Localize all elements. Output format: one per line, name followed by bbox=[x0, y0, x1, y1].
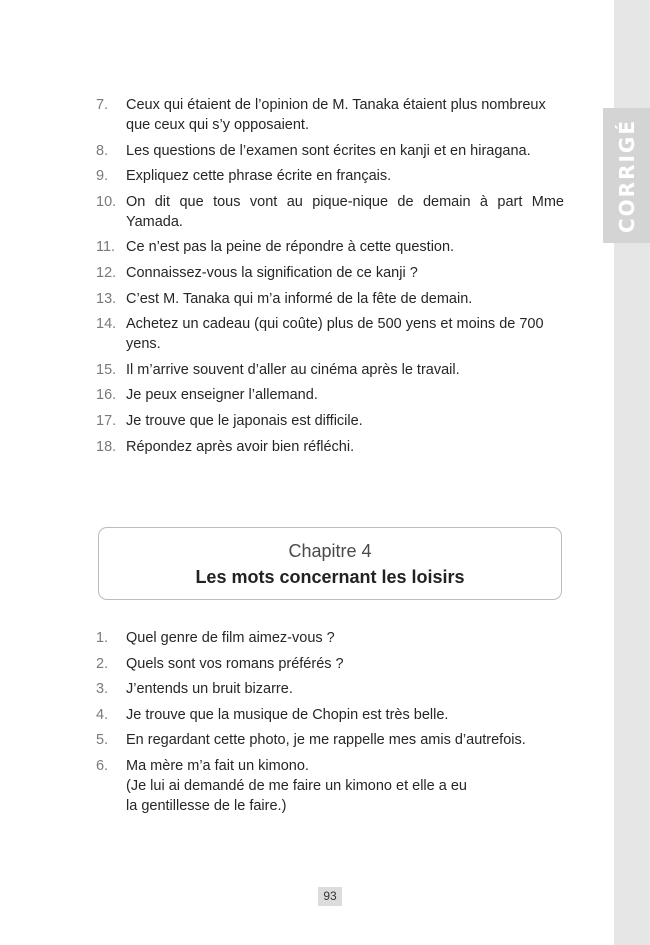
list-item bbox=[96, 360, 564, 380]
list-item bbox=[96, 730, 564, 750]
item-text: Ce n’est pas la peine de répondre à cette question. bbox=[126, 239, 455, 256]
item-text: Connaissez-vous la signification de ce kanji ? bbox=[126, 264, 418, 281]
item-text: J’entends un bruit bizarre. bbox=[126, 681, 293, 698]
item-text: Répondez après avoir bien réfléchi. bbox=[126, 438, 355, 455]
item-number: 11. bbox=[96, 239, 116, 256]
list-item bbox=[96, 95, 564, 135]
list-item bbox=[96, 679, 564, 699]
list-item bbox=[96, 654, 564, 674]
list-item bbox=[96, 385, 564, 405]
item-number: 17. bbox=[96, 412, 117, 429]
item-text: Quel genre de film aimez-vous ? bbox=[126, 630, 335, 646]
item-number: 3. bbox=[96, 681, 109, 698]
item-number: 4. bbox=[96, 706, 109, 723]
item-text: Je trouve que le japonais est difficile. bbox=[126, 412, 363, 429]
item-text: C’est M. Tanaka qui m’a informé de la fête de demain. bbox=[126, 290, 473, 307]
chapter-label: Chapitre 4 bbox=[288, 541, 372, 561]
item-number: 6. bbox=[96, 757, 109, 774]
item-number: 2. bbox=[96, 655, 109, 672]
list-item bbox=[96, 628, 564, 648]
item-text: Je peux enseigner l’allemand. bbox=[126, 387, 318, 404]
item-text-line-2: (Je lui ai demandé de me faire un kimono et elle a eu bbox=[126, 777, 467, 794]
list-item bbox=[96, 237, 564, 257]
list-item bbox=[96, 289, 564, 309]
item-text: Les questions de l’examen sont écrites en kanji et en hiragana. bbox=[126, 142, 531, 159]
chapter-heading-box bbox=[98, 527, 562, 600]
item-number: 5. bbox=[96, 732, 109, 749]
answer-list-previous-chapter bbox=[96, 95, 564, 462]
list-item bbox=[96, 263, 564, 283]
section-tab-label: CORRIGÉ bbox=[614, 118, 639, 233]
item-number: 16. bbox=[96, 387, 117, 404]
item-text: Quels sont vos romans préférés ? bbox=[126, 655, 344, 672]
list-item bbox=[96, 314, 564, 354]
item-text: Achetez un cadeau (qui coûte) plus de 500 yens et moins de 700 yens. bbox=[126, 316, 544, 353]
item-number: 1. bbox=[96, 630, 109, 646]
item-number: 13. bbox=[96, 290, 117, 307]
list-item bbox=[96, 141, 564, 161]
item-text: On dit que tous vont au pique-nique de demain à part Mme Yamada. bbox=[126, 193, 564, 230]
item-number: 14. bbox=[96, 316, 117, 333]
item-text: En regardant cette photo, je me rappelle mes amis d’autrefois. bbox=[126, 732, 526, 749]
item-number: 8. bbox=[96, 142, 109, 159]
item-number: 9. bbox=[96, 168, 109, 185]
item-text-multiline bbox=[126, 756, 564, 816]
item-number: 18. bbox=[96, 438, 117, 455]
page-number: 93 bbox=[318, 887, 342, 906]
list-item bbox=[96, 437, 564, 457]
list-item bbox=[96, 166, 564, 186]
item-text: Je trouve que la musique de Chopin est très belle. bbox=[126, 706, 449, 723]
list-item bbox=[96, 192, 564, 232]
chapter-title: Les mots concernant les loisirs bbox=[195, 567, 465, 587]
item-text: Ceux qui étaient de l’opinion de M. Tanaka étaient plus nombreux que ceux qui s’y opposaient. bbox=[126, 97, 546, 133]
section-tab-label-wrap bbox=[603, 108, 650, 243]
item-text: Ma mère m’a fait un kimono. bbox=[126, 757, 309, 774]
answer-list-chapter-4 bbox=[96, 628, 564, 822]
list-item bbox=[96, 756, 564, 816]
list-item bbox=[96, 411, 564, 431]
item-number: 10. bbox=[96, 193, 117, 210]
item-text: Il m’arrive souvent d’aller au cinéma après le travail. bbox=[126, 361, 460, 378]
item-text: Expliquez cette phrase écrite en français. bbox=[126, 168, 392, 185]
item-text-line-3: la gentillesse de le faire.) bbox=[126, 797, 287, 814]
item-number: 15. bbox=[96, 361, 117, 378]
item-number: 12. bbox=[96, 264, 117, 281]
item-number: 7. bbox=[96, 97, 109, 113]
list-item bbox=[96, 705, 564, 725]
